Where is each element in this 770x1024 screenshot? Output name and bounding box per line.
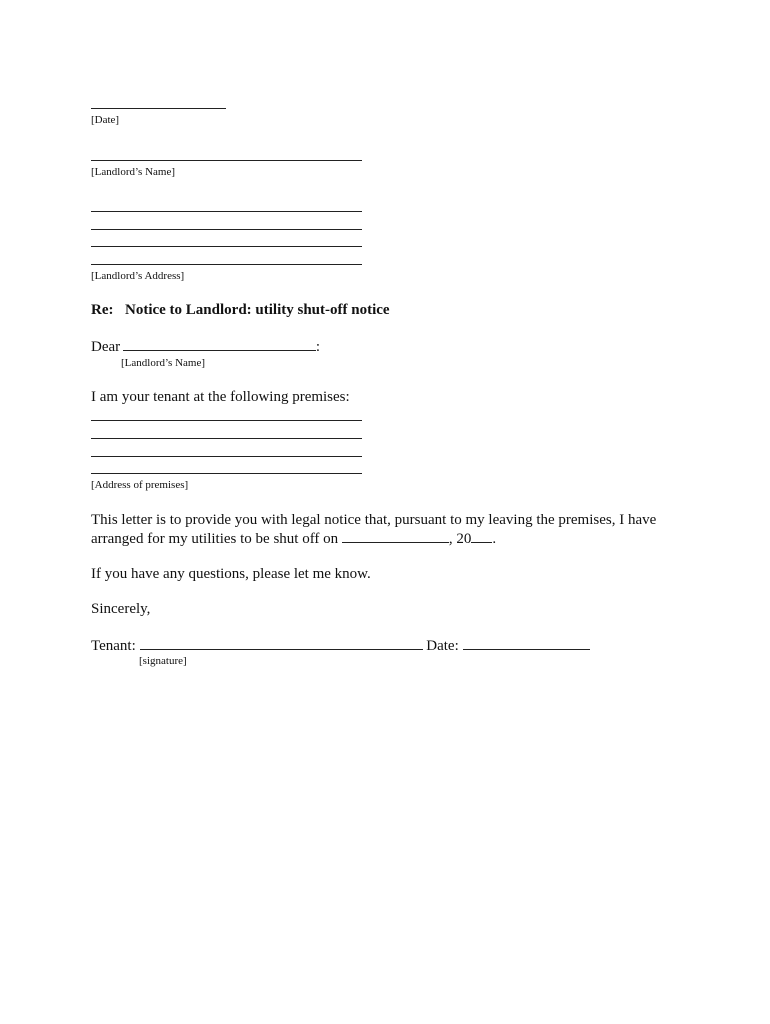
signature-caption: [signature] (139, 655, 187, 667)
date-field-line[interactable] (91, 108, 226, 109)
notice-paragraph-line-2 (91, 529, 496, 548)
landlord-address-line-3[interactable] (91, 246, 362, 247)
landlord-name-caption: [Landlord’s Name] (91, 166, 175, 178)
salutation-word: Dear (91, 339, 121, 355)
landlord-address-caption: [Landlord’s Address] (91, 270, 185, 282)
landlord-address-line-4[interactable] (91, 264, 362, 265)
questions-line: If you have any questions, please let me know. (91, 566, 371, 582)
salutation-colon: : (315, 339, 321, 355)
tenant-signature-blank[interactable] (140, 636, 423, 650)
salutation-line (91, 337, 320, 356)
landlord-address-line-1[interactable] (91, 211, 362, 212)
salutation-name-blank[interactable] (123, 337, 316, 351)
shutoff-year-blank[interactable] (471, 529, 492, 543)
salutation-caption: [Landlord’s Name] (121, 357, 205, 369)
premises-address-line-2[interactable] (91, 438, 362, 439)
notice-paragraph-line-1: This letter is to provide you with legal notice that, pursuant to my leaving the premises, I have (91, 512, 657, 528)
date-caption: [Date] (91, 114, 120, 126)
landlord-address-line-2[interactable] (91, 229, 362, 230)
subject-prefix: Re: (91, 302, 114, 318)
notice-paragraph-text-before-date: arranged for my utilities to be shut off on (91, 531, 339, 547)
notice-paragraph-period: . (492, 531, 497, 547)
tenant-label: Tenant: (91, 638, 136, 654)
premises-address-line-4[interactable] (91, 473, 362, 474)
landlord-name-field-line[interactable] (91, 160, 362, 161)
notice-paragraph-year-prefix: , 20 (448, 531, 472, 547)
shutoff-date-blank[interactable] (342, 529, 449, 543)
tenant-intro-text: I am your tenant at the following premises: (91, 389, 350, 405)
signature-date-blank[interactable] (463, 636, 590, 650)
closing-line: Sincerely, (91, 601, 151, 617)
signature-line (91, 636, 590, 655)
premises-address-line-3[interactable] (91, 456, 362, 457)
subject-line: Notice to Landlord: utility shut-off notice (125, 302, 390, 318)
premises-address-line-1[interactable] (91, 420, 362, 421)
premises-address-caption: [Address of premises] (91, 479, 189, 491)
signature-date-label: Date: (426, 638, 459, 654)
